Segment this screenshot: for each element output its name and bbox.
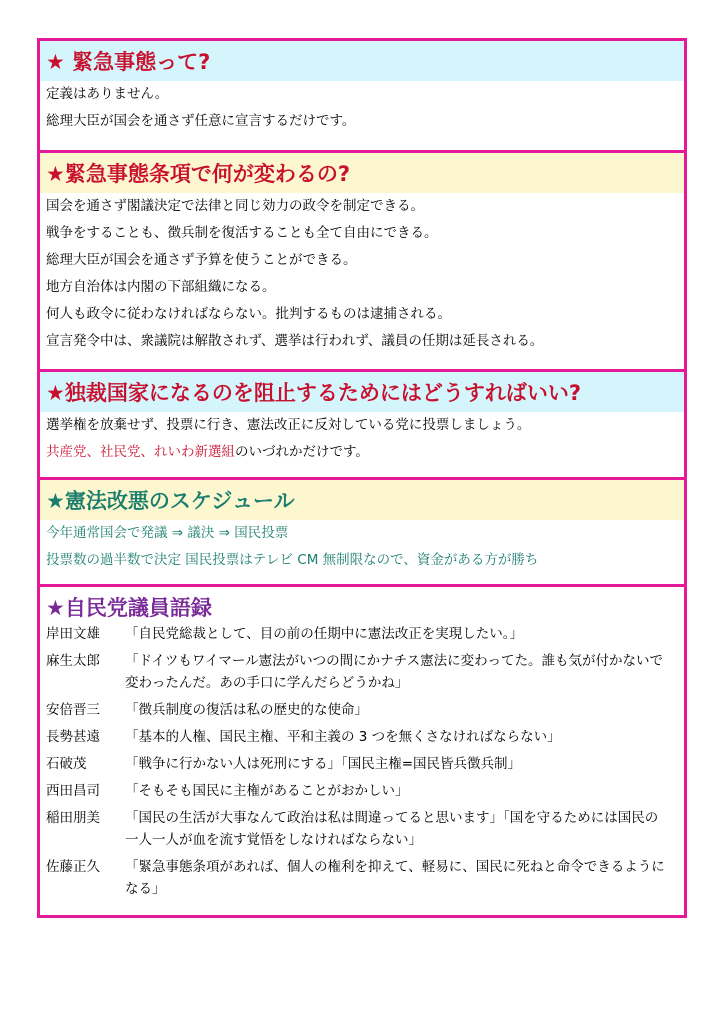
section-4-line-1: 今年通常国会で発議 ⇒ 議決 ⇒ 国民投票 xyxy=(46,525,289,541)
quote-list xyxy=(40,623,684,900)
quote-item xyxy=(46,753,684,775)
section-2-line-6: 宣言発令中は、衆議院は解散されず、選挙は行われず、議員の任期は延長される。 xyxy=(46,333,544,349)
quote-text: 「戦争に行かない人は死刑にする」「国民主権=国民皆兵徴兵制」 xyxy=(125,756,522,772)
quote-speaker: 稲田朋美 xyxy=(46,810,100,826)
section-ldp-quotes xyxy=(40,587,684,905)
quote-item xyxy=(46,726,684,748)
section-3-title: ★独裁国家になるのを阻止するためにはどうすればいい? xyxy=(40,372,684,412)
quote-item xyxy=(46,807,684,851)
section-1-title: ★ 緊急事態って? xyxy=(40,41,684,81)
quote-speaker: 西田昌司 xyxy=(46,783,100,799)
section-2-line-4: 地方自治体は内閣の下部組織になる。 xyxy=(46,279,276,295)
quote-text: 「徴兵制度の復活は私の歴史的な使命」 xyxy=(125,702,368,718)
section-what-is-emergency xyxy=(40,41,684,135)
quote-speaker: 麻生太郎 xyxy=(46,653,100,669)
quote-text: 「国民の生活が大事なんて政治は私は間違ってると思います」「国を守るためには国民の一人一人が血を流す覚悟をしなければならない」 xyxy=(125,810,659,848)
section-4-line-2: 投票数の過半数で決定 国民投票はテレビ CM 無制限なので、資金がある方が勝ち xyxy=(46,552,539,568)
section-1-line-2: 総理大臣が国会を通さず任意に宣言するだけです。 xyxy=(46,113,356,129)
quote-speaker: 佐藤正久 xyxy=(46,859,100,875)
quote-speaker: 石破茂 xyxy=(46,756,87,772)
section-2-line-5: 何人も政令に従わなければならない。批判するものは逮捕される。 xyxy=(46,306,451,322)
quote-text: 「そもそも国民に主権があることがおかしい」 xyxy=(125,783,409,799)
quote-speaker: 岸田文雄 xyxy=(46,626,100,642)
section-4-title: ★憲法改悪のスケジュール xyxy=(40,480,684,520)
party-suffix: のいづれかだけです。 xyxy=(235,444,369,460)
section-stop-dictatorship xyxy=(40,372,684,466)
quote-text: 「ドイツもワイマール憲法がいつの間にかナチス憲法に変わってた。誰も気が付かないで変わったんだ。あの手口に学んだらどうかね」 xyxy=(125,653,663,691)
quote-speaker: 安倍晋三 xyxy=(46,702,100,718)
quote-item xyxy=(46,650,684,694)
quote-text: 「基本的人権、国民主権、平和主義の 3 つを無くさなければならない」 xyxy=(125,729,561,745)
section-what-changes xyxy=(40,153,684,355)
section-2-line-2: 戦争をすることも、徴兵制を復活することも全て自由にできる。 xyxy=(46,225,438,241)
quote-item xyxy=(46,699,684,721)
party-names: 共産党、社民党、れいわ新選組 xyxy=(46,444,235,460)
section-3-line-2 xyxy=(40,439,684,466)
section-3-line-1: 選挙権を放棄せず、投票に行き、憲法改正に反対している党に投票しましょう。 xyxy=(46,417,531,433)
section-2-line-1: 国会を通さず閣議決定で法律と同じ効力の政令を制定できる。 xyxy=(46,198,424,214)
section-schedule xyxy=(40,480,684,574)
quote-text: 「緊急事態条項があれば、個人の権利を抑えて、軽易に、国民に死ねと命令できるようになる」 xyxy=(125,859,665,897)
quote-item xyxy=(46,856,684,900)
flyer-frame xyxy=(37,38,687,918)
quote-speaker: 長勢甚遠 xyxy=(46,729,100,745)
section-5-title: ★自民党議員語録 xyxy=(40,587,684,623)
quote-text: 「自民党総裁として、目の前の任期中に憲法改正を実現したい。」 xyxy=(125,626,523,642)
quote-item xyxy=(46,623,684,645)
section-1-line-1: 定義はありません。 xyxy=(46,86,169,102)
quote-item xyxy=(46,780,684,802)
section-2-line-3: 総理大臣が国会を通さず予算を使うことができる。 xyxy=(46,252,357,268)
section-2-title: ★緊急事態条項で何が変わるの? xyxy=(40,153,684,193)
